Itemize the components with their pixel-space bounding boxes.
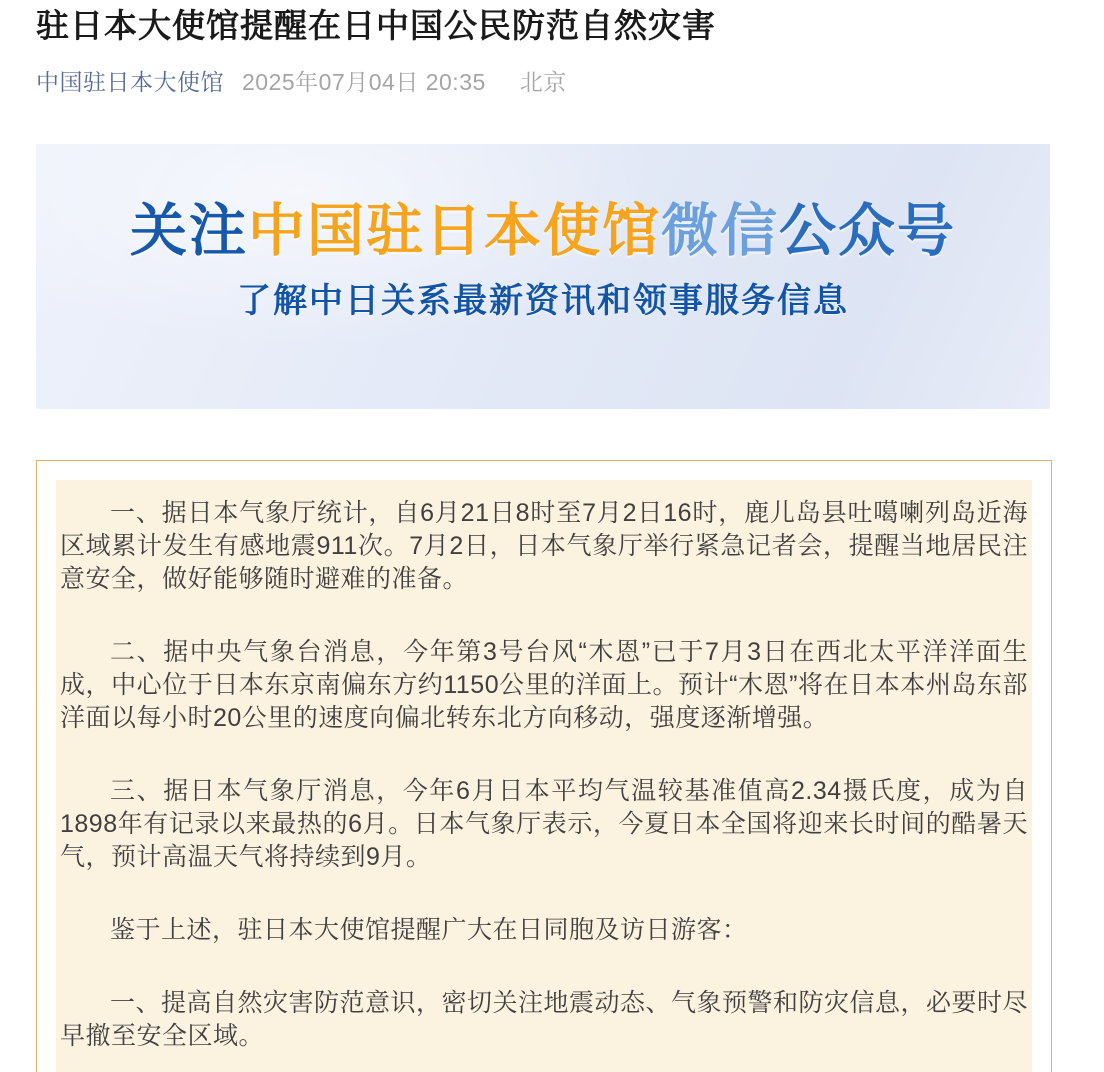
notice-content-box xyxy=(56,480,1032,1072)
banner-headline-part-wechat: 微信 xyxy=(661,198,779,263)
banner-image[interactable] xyxy=(36,144,1050,409)
publish-datetime: 2025年07月04日 20:35 xyxy=(242,68,486,95)
notice-paragraph: 一、提高自然灾害防范意识，密切关注地震动态、气象预警和防灾信息，必要时尽早撤至安全区域。 xyxy=(60,988,1029,1050)
notice-border-box xyxy=(36,460,1052,1072)
banner-headline xyxy=(130,198,956,263)
notice-paragraph: 三、据日本气象厅消息，今年6月日本平均气温较基准值高2.34摄氏度，成为自1898年有记录以来最热的6月。日本气象厅表示，今夏日本全国将迎来长时间的酷暑天气，预计高温天气将持续到9月。 xyxy=(60,776,1028,871)
banner-headline-part-embassy: 中国驻日本使馆 xyxy=(248,198,661,263)
notice-paragraph: 一、据日本气象厅统计，自6月21日8时至7月2日16时，鹿儿岛县吐噶喇列岛近海区域累计发生有感地震911次。7月2日，日本气象厅举行紧急记者会，提醒当地居民注意安全，做好能够随时避难的准备。 xyxy=(60,498,1028,593)
account-name-link[interactable]: 中国驻日本大使馆 xyxy=(36,68,224,95)
publish-location: 北京 xyxy=(519,68,567,95)
notice-paragraph: 鉴于上述，驻日本大使馆提醒广大在日同胞及访日游客： xyxy=(110,915,748,944)
banner-subheadline: 了解中日关系最新资讯和领事服务信息 xyxy=(237,280,849,321)
article-title: 驻日本大使馆提醒在日中国公民防范自然灾害 xyxy=(36,7,716,44)
notice-paragraph: 二、据中央气象台消息，今年第3号台风“木恩”已于7月3日在西北太平洋洋面生成，中心位于日本东京南偏东方约1150公里的洋面上。预计“木恩”将在日本本州岛东部洋面以每小时20公里的速度向偏北转东北方向移动，强度逐渐增强。 xyxy=(60,637,1028,732)
banner-headline-part-official: 公众号 xyxy=(779,198,956,263)
banner-headline-part-follow: 关注 xyxy=(130,198,248,263)
byline xyxy=(36,68,1052,98)
